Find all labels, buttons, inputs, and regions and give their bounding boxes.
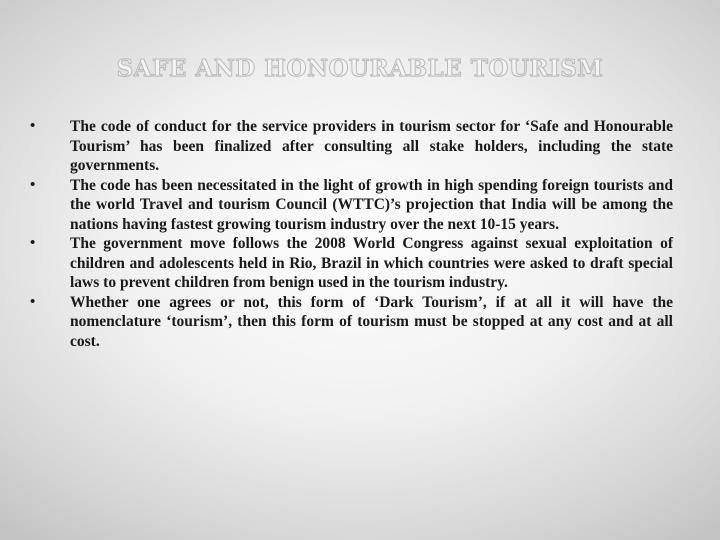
bullet-dot-icon: • [30,176,36,193]
bullet-text: The code has been necessitated in the light of growth in high spending foreign tourists and the world Travel and tourism Council (WTTC)’s projection that India will be among the nations having fastest growing tourism industry over the next 10-15 years. [70,176,673,233]
bullet-list [30,117,673,351]
bullet-item-4 [30,293,673,352]
bullet-dot-icon: • [30,118,36,134]
bullet-item-3 [30,234,673,293]
bullet-text: The government move follows the 2008 World Congress against sexual exploitation of children and adolescents held in Rio, Brazil in which countries were asked to draft special laws to prevent children from benign used in the tourism industry. [70,235,673,291]
slide-title: SAFE AND HONOURABLE TOURISM [116,55,604,82]
bullet-item-2 [30,176,673,235]
bullet-dot-icon: • [30,235,36,251]
bullet-item-1 [30,117,673,176]
bullet-text: The code of conduct for the service providers in tourism sector for ‘Safe and Honourable Tourism’ has been finalized after consulting all stake holders, including the state governments. [70,118,673,174]
bullet-dot-icon: • [30,293,36,310]
bullet-text: Whether one agrees or not, this form of ‘Dark Tourism’, if at all it will have the nomenclature ‘tourism’, then this form of tourism must be stopped at any cost and at all cost. [70,293,673,350]
